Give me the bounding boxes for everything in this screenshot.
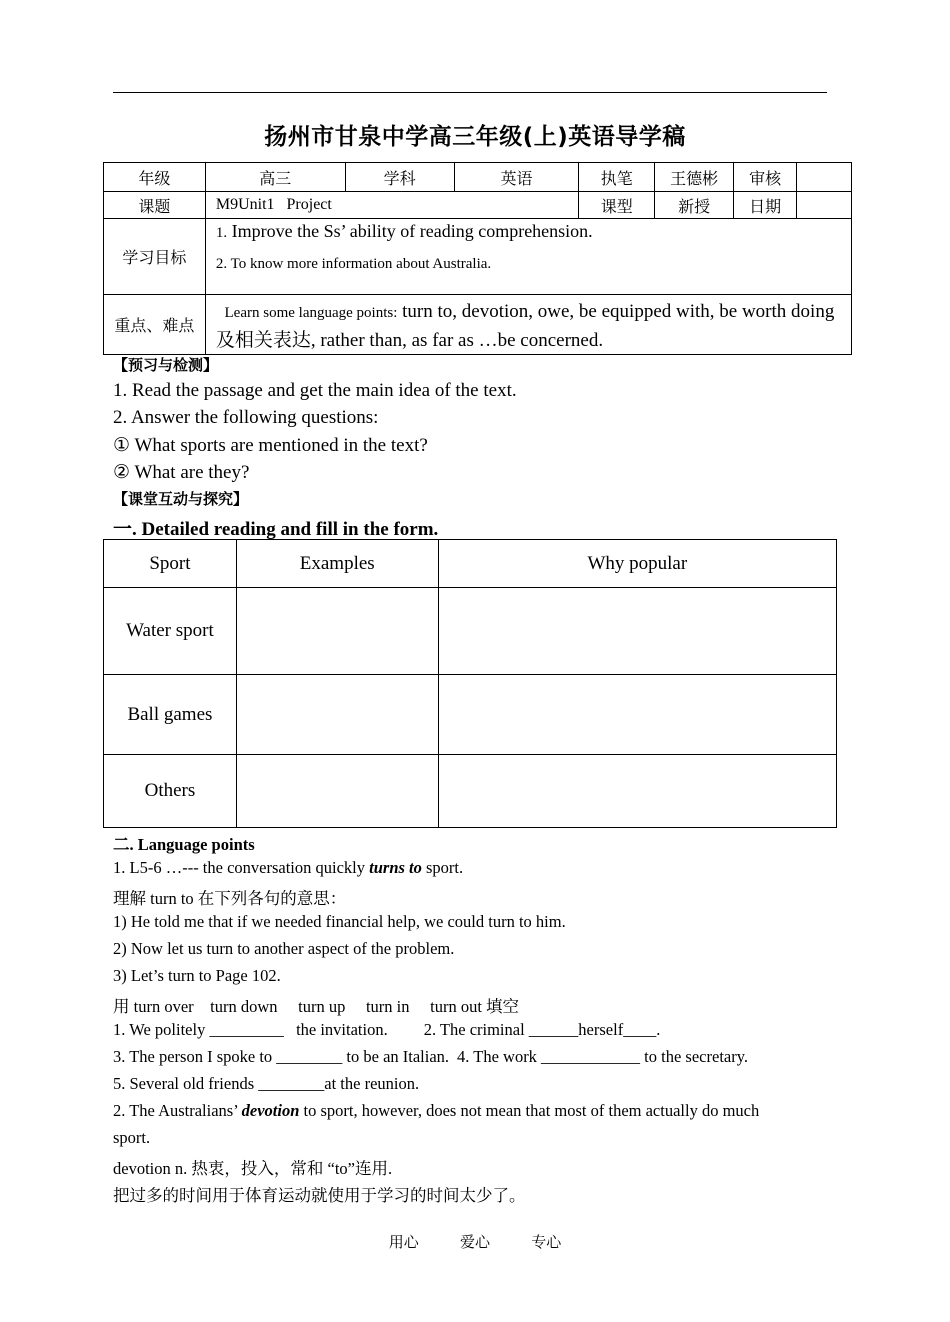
form-header-why: Why popular [438, 540, 836, 588]
lp-line: devotion n. 热衷，投入，常和 “to”连用. [113, 1159, 393, 1178]
form-cell-why[interactable] [438, 675, 836, 755]
date-label: 日期 [734, 192, 797, 219]
preview-item-1: 1. Read the passage and get the main idea of the text. [113, 380, 517, 401]
goal-2: 2. To know more information about Australia. [215, 256, 492, 272]
lp-line: 2) Now let us turn to another aspect of the problem. [113, 939, 455, 958]
preview-heading: 【预习与检测】 [113, 356, 219, 374]
language-points-title: 二. Language points [113, 835, 255, 854]
info-table [103, 162, 852, 355]
form-row-label: Others [104, 755, 237, 828]
reviewer-value [797, 163, 852, 192]
topic-value: M9Unit1 Project [205, 192, 579, 219]
form-header-sport: Sport [104, 540, 237, 588]
lp-line: 把过多的时间用于体育运动就使用于学习的时间太少了。 [113, 1186, 526, 1205]
page-footer: 用心 爱心 专心 [388, 1235, 562, 1251]
lp-line: 3) Let’s turn to Page 102. [113, 966, 281, 985]
form-cell-why[interactable] [438, 755, 836, 828]
part1-title: 一. Detailed reading and fill in the form. [113, 519, 439, 540]
page-title: 扬州市甘泉中学高三年级(上)英语导学稿 [264, 124, 686, 150]
form-header-examples: Examples [236, 540, 438, 588]
date-value [797, 192, 852, 219]
reading-form-table [103, 539, 837, 828]
form-cell-examples[interactable] [236, 588, 438, 675]
form-cell-why[interactable] [438, 588, 836, 675]
subject-label: 学科 [345, 163, 454, 192]
grade-label: 年级 [104, 163, 206, 192]
keypoints-label: 重点、难点 [104, 295, 206, 355]
lp-line: 理解 turn to 在下列各句的意思： [113, 889, 347, 908]
author-value: 王德彬 [655, 163, 734, 192]
goal-1: 1. Improve the Ss’ ability of reading comprehension. [215, 221, 593, 241]
form-row-label: Water sport [104, 588, 237, 675]
preview-item-4: ② What are they? [113, 462, 250, 483]
author-label: 执笔 [579, 163, 655, 192]
header-rule [113, 92, 827, 93]
lp-exercise-line: 5. Several old friends ________at the reunion. [113, 1074, 420, 1093]
preview-item-3: ① What sports are mentioned in the text? [113, 435, 428, 456]
reviewer-label: 审核 [734, 163, 797, 192]
lesson-type-value: 新授 [655, 192, 734, 219]
lesson-type-label: 课型 [579, 192, 655, 219]
lp-line: sport. [113, 1128, 151, 1147]
subject-value: 英语 [454, 163, 579, 192]
form-row-label: Ball games [104, 675, 237, 755]
topic-label: 课题 [104, 192, 206, 219]
form-cell-examples[interactable] [236, 755, 438, 828]
lp-point-2: 2. The Australians’ devotion to sport, however, does not mean that most of them actually do much [113, 1101, 760, 1120]
lp-line: 用 turn over turn down turn up turn in turn out 填空 [113, 997, 520, 1016]
lp-line: 1) He told me that if we needed financial help, we could turn to him. [113, 912, 566, 931]
preview-item-2: 2. Answer the following questions: [113, 407, 379, 428]
form-cell-examples[interactable] [236, 675, 438, 755]
lp-point-1: 1. L5-6 …--- the conversation quickly turns to sport. [113, 858, 464, 877]
keypoints-cell: Learn some language points: turn to, devotion, owe, be equipped with, be worth doing 及相关表达, rather than, as far as …be concerned. [205, 295, 851, 355]
goals-cell [205, 219, 851, 295]
classroom-heading: 【课堂互动与探究】 [113, 490, 249, 508]
grade-value: 高三 [205, 163, 345, 192]
lp-exercise-line: 1. We politely _________ the invitation. 2. The criminal ______herself____. [113, 1020, 661, 1039]
goals-label: 学习目标 [104, 219, 206, 295]
lp-exercise-line: 3. The person I spoke to ________ to be an Italian. 4. The work ____________ to the secretary. [113, 1047, 749, 1066]
